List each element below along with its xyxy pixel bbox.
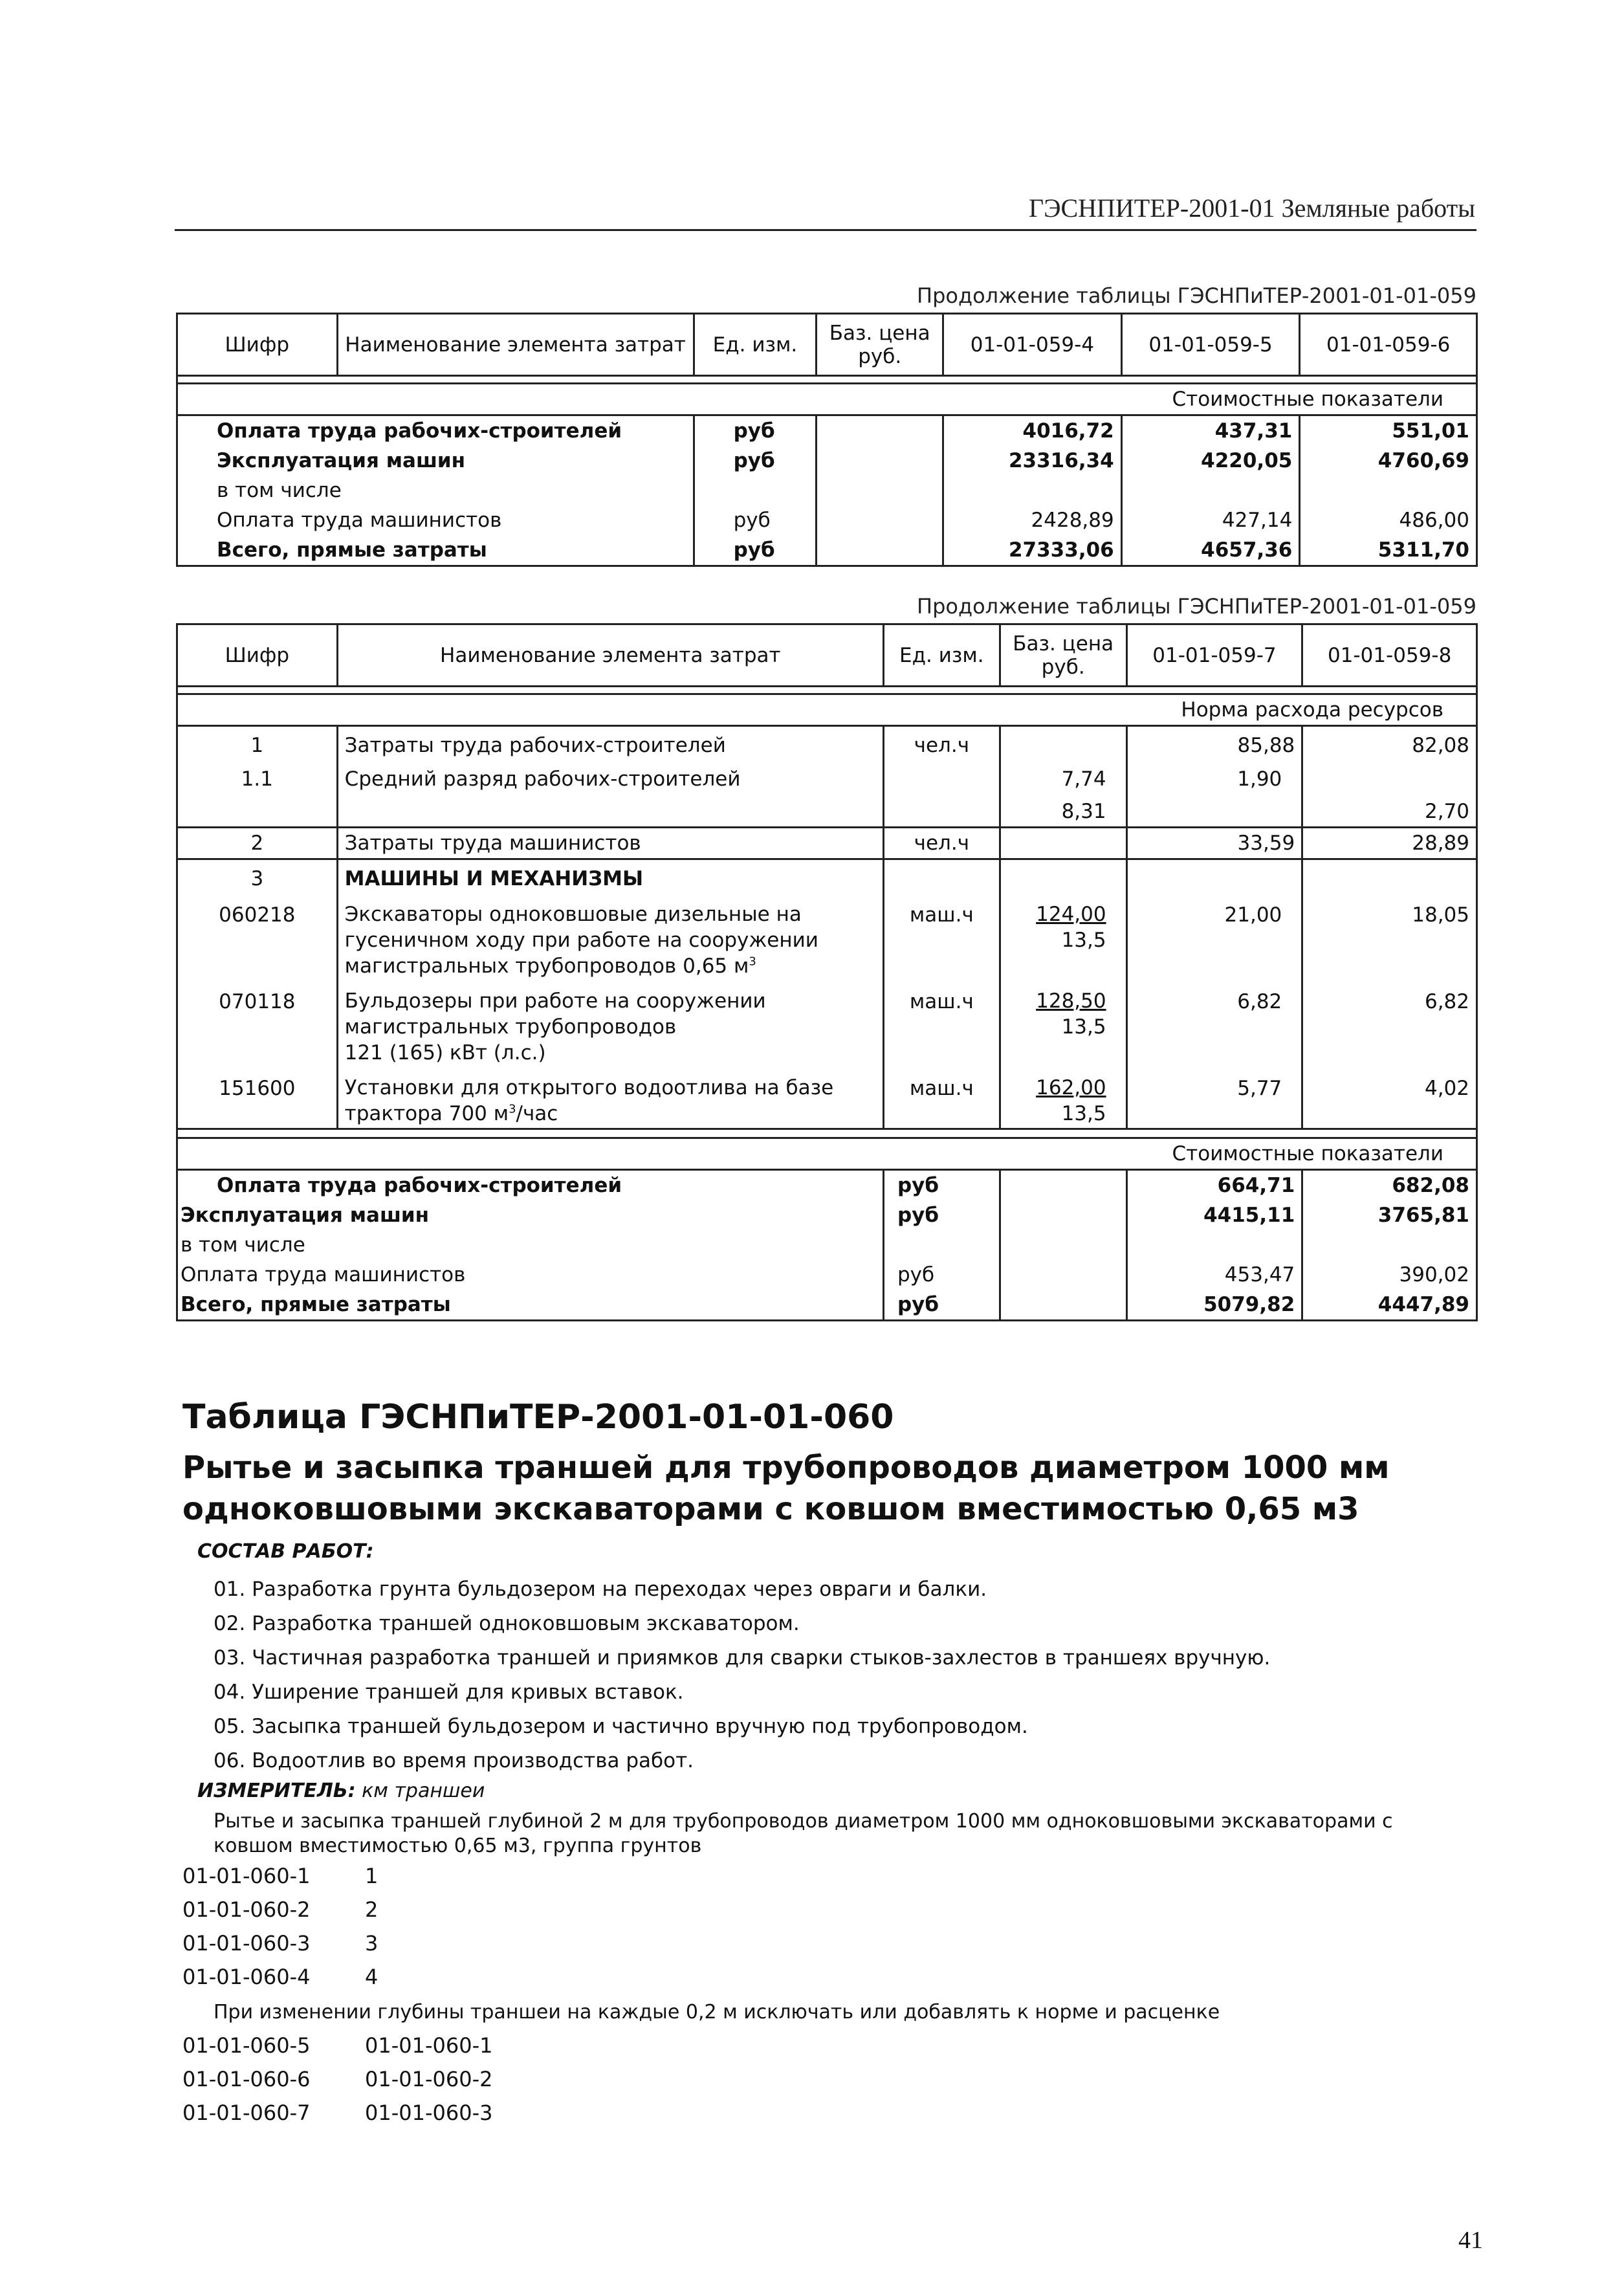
t2-cost-v2: 682,08	[1302, 1170, 1477, 1201]
t2-row-unit: маш.ч	[883, 980, 1000, 1067]
t2-row-price: 124,00	[1036, 903, 1106, 926]
t2-row-price: 7,74	[1061, 767, 1106, 791]
section-subtitle: Рытье и засыпка траншей для трубопроводов диаметром 1000 мм	[182, 1450, 1390, 1486]
t1-row-v1: 2428,89	[943, 505, 1122, 535]
table1-caption: Продолжение таблицы ГЭСНПиТЕР-2001-01-01-059	[917, 283, 1476, 308]
t2-row-code: 3	[177, 859, 338, 894]
t2-header-price: Баз. цена руб.	[1000, 624, 1126, 687]
t2-cost-v2: 4447,89	[1302, 1290, 1477, 1321]
t2-cost-name: Всего, прямые затраты	[177, 1290, 884, 1321]
code-row: 01-01-060-7 01-01-060-3	[182, 2101, 493, 2125]
t2-machine-name: Экскаваторы одноковшовые дизельные на гусеничном ходу при работе на сооружении магистральных трубопроводов 0,65 $м^3$	[337, 894, 883, 980]
description: При изменении глубины траншеи на каждые 0,2 м исключать или добавлять к норме и расценке	[214, 2001, 1220, 2024]
header-rule	[175, 229, 1476, 231]
t2-cost-v1: 4415,11	[1126, 1200, 1302, 1230]
t2-row-price: 128,50	[1036, 989, 1106, 1013]
section-subtitle: одноковшовыми экскаваторами с ковшом вместимостью 0,65 м3	[182, 1491, 1359, 1527]
t2-machine-name: Бульдозеры при работе на сооружении магистральных трубопроводов 121 (165) кВт (л.с.)	[337, 980, 883, 1067]
t1-header-code: Шифр	[177, 314, 338, 376]
description: Рытье и засыпка траншей глубиной 2 м для трубопроводов диаметром 1000 мм одноковшовыми экскаваторами с ковшом вместимостью 0,65 м3, группа грунтов	[214, 1810, 1393, 1857]
t2-row-price2: 13,5	[1061, 1102, 1106, 1125]
t2-cost-name: в том числе	[177, 1230, 884, 1260]
t2-cost-name: Оплата труда рабочих-строителей	[177, 1170, 884, 1201]
t2-cost-v1: 5079,82	[1126, 1290, 1302, 1321]
code-row: 01-01-060-3 3	[182, 1931, 379, 1956]
t1-header-unit: Ед. изм.	[694, 314, 817, 376]
t2-row-v2: 2,70	[1424, 800, 1469, 823]
t2-header-unit: Ед. изм.	[883, 624, 1000, 687]
page-number: 41	[1458, 2227, 1483, 2254]
t1-row-name: Оплата труда машинистов	[177, 505, 694, 535]
t1-row-unit: руб	[694, 446, 817, 476]
t2-row-price2: 13,5	[1061, 1015, 1106, 1039]
t2-cost-v1: 453,47	[1126, 1260, 1302, 1290]
works-list	[214, 1572, 1270, 1778]
t1-row-unit: руб	[694, 535, 817, 566]
t2-row-name: Затраты труда машинистов	[337, 828, 883, 859]
t1-row-name: в том числе	[177, 476, 694, 505]
t1-row-v3: 551,01	[1300, 415, 1477, 447]
table1	[176, 313, 1478, 567]
t2-row-price: 162,00	[1036, 1076, 1106, 1099]
t2-header-name: Наименование элемента затрат	[337, 624, 883, 687]
t2-row-unit: маш.ч	[883, 894, 1000, 980]
work-item: 04. Уширение траншей для кривых вставок.	[214, 1681, 684, 1704]
t2-machine-name: Установки для открытого водоотлива на базе трактора 700 $м^3$/час	[337, 1067, 883, 1129]
t2-row-v2: 6,82	[1302, 980, 1477, 1067]
table2-caption: Продолжение таблицы ГЭСНПиТЕР-2001-01-01-059	[917, 594, 1476, 619]
work-item: 03. Частичная разработка траншей и приямков для сварки стыков-захлестов в траншеях вручную.	[214, 1646, 1271, 1670]
t2-row-unit: чел.ч	[883, 828, 1000, 859]
t2-cost-name: Оплата труда машинистов	[177, 1260, 884, 1290]
t1-row-v3: 5311,70	[1300, 535, 1477, 566]
t1-row-unit: руб	[694, 505, 817, 535]
t1-row-v1: 23316,34	[943, 446, 1122, 476]
work-item: 05. Засыпка траншей бульдозером и частично вручную под трубопроводом.	[214, 1715, 1028, 1738]
t2-row-v1: 85,88	[1126, 726, 1302, 761]
code-row: 01-01-060-4 4	[182, 1965, 379, 1989]
work-item: 06. Водоотлив во время производства работ.	[214, 1749, 694, 1772]
work-item: 01. Разработка грунта бульдозером на переходах через овраги и балки.	[214, 1578, 987, 1601]
t2-header-col1: 01-01-059-7	[1126, 624, 1302, 687]
t2-section-norm: Норма расхода ресурсов	[177, 694, 1477, 726]
t2-row-code: 1.1	[177, 760, 338, 828]
t1-row-v2: 4220,05	[1121, 446, 1300, 476]
t2-header-col2: 01-01-059-8	[1302, 624, 1477, 687]
t2-row-v1: 6,82	[1126, 980, 1302, 1067]
t1-row-v1: 4016,72	[943, 415, 1122, 447]
t2-row-v1: 21,00	[1126, 894, 1302, 980]
t2-row-v1: 1,90	[1237, 767, 1282, 791]
t1-section-label: Стоимостные показатели	[177, 384, 1477, 415]
code-row: 01-01-060-1 1	[182, 1864, 379, 1888]
t2-row-unit: чел.ч	[883, 726, 1000, 761]
t2-row-price2: 13,5	[1061, 929, 1106, 952]
t1-row-v3: 4760,69	[1300, 446, 1477, 476]
work-item: 02. Разработка траншей одноковшовым экскаватором.	[214, 1612, 800, 1635]
t1-header-price: Баз. цена руб.	[817, 314, 943, 376]
t2-row-name: МАШИНЫ И МЕХАНИЗМЫ	[337, 859, 883, 894]
t1-row-name: Всего, прямые затраты	[177, 535, 694, 566]
t1-row-v2: 427,14	[1121, 505, 1300, 535]
t2-row-v2: 18,05	[1302, 894, 1477, 980]
t2-section-cost: Стоимостные показатели	[177, 1138, 1477, 1170]
t2-header-code: Шифр	[177, 624, 338, 687]
t2-cost-unit: руб	[883, 1260, 1000, 1290]
t1-header-name: Наименование элемента затрат	[337, 314, 694, 376]
t1-header-col3: 01-01-059-6	[1300, 314, 1477, 376]
works-heading: СОСТАВ РАБОТ:	[197, 1540, 374, 1563]
t1-row-v1: 27333,06	[943, 535, 1122, 566]
t1-row-v2: 437,31	[1121, 415, 1300, 447]
t2-row-code: 2	[177, 828, 338, 859]
measure-label: ИЗМЕРИТЕЛЬ:	[197, 1780, 356, 1802]
code-row: 01-01-060-5 01-01-060-1	[182, 2033, 493, 2058]
section-title: Таблица ГЭСНПиТЕР-2001-01-01-060	[182, 1398, 894, 1437]
code-row: 01-01-060-2 2	[182, 1897, 379, 1922]
t2-row-code: 070118	[177, 980, 338, 1067]
t1-row-unit: руб	[694, 415, 817, 447]
t1-row-name: Эксплуатация машин	[177, 446, 694, 476]
t2-row-name: Средний разряд рабочих-строителей	[337, 760, 883, 828]
t2-cost-unit: руб	[883, 1200, 1000, 1230]
measure	[197, 1780, 485, 1802]
t2-cost-name: Эксплуатация машин	[177, 1200, 884, 1230]
t2-row-price: 8,31	[1061, 800, 1106, 823]
code-row: 01-01-060-6 01-01-060-2	[182, 2067, 493, 2091]
t1-row-name: Оплата труда рабочих-строителей	[177, 415, 694, 447]
t2-cost-unit: руб	[883, 1170, 1000, 1201]
running-header: ГЭСНПИТЕР-2001-01 Земляные работы	[1028, 193, 1475, 223]
t2-row-code: 1	[177, 726, 338, 761]
measure-value: км траншеи	[362, 1780, 485, 1802]
t2-cost-unit: руб	[883, 1290, 1000, 1321]
t2-row-v2: 4,02	[1302, 1067, 1477, 1129]
t2-row-v1: 5,77	[1126, 1067, 1302, 1129]
t2-cost-v1: 664,71	[1126, 1170, 1302, 1201]
t1-header-col1: 01-01-059-4	[943, 314, 1122, 376]
table2	[176, 623, 1478, 1321]
t2-row-code: 151600	[177, 1067, 338, 1129]
t2-row-unit: маш.ч	[883, 1067, 1000, 1129]
t2-row-code: 060218	[177, 894, 338, 980]
t2-cost-v2: 3765,81	[1302, 1200, 1477, 1230]
t2-cost-v2: 390,02	[1302, 1260, 1477, 1290]
t1-row-v3: 486,00	[1300, 505, 1477, 535]
t1-header-col2: 01-01-059-5	[1121, 314, 1300, 376]
t2-row-v2: 82,08	[1302, 726, 1477, 761]
t1-row-v2: 4657,36	[1121, 535, 1300, 566]
t2-row-name: Затраты труда рабочих-строителей	[337, 726, 883, 761]
t2-row-v2: 28,89	[1302, 828, 1477, 859]
t2-row-v1: 33,59	[1126, 828, 1302, 859]
